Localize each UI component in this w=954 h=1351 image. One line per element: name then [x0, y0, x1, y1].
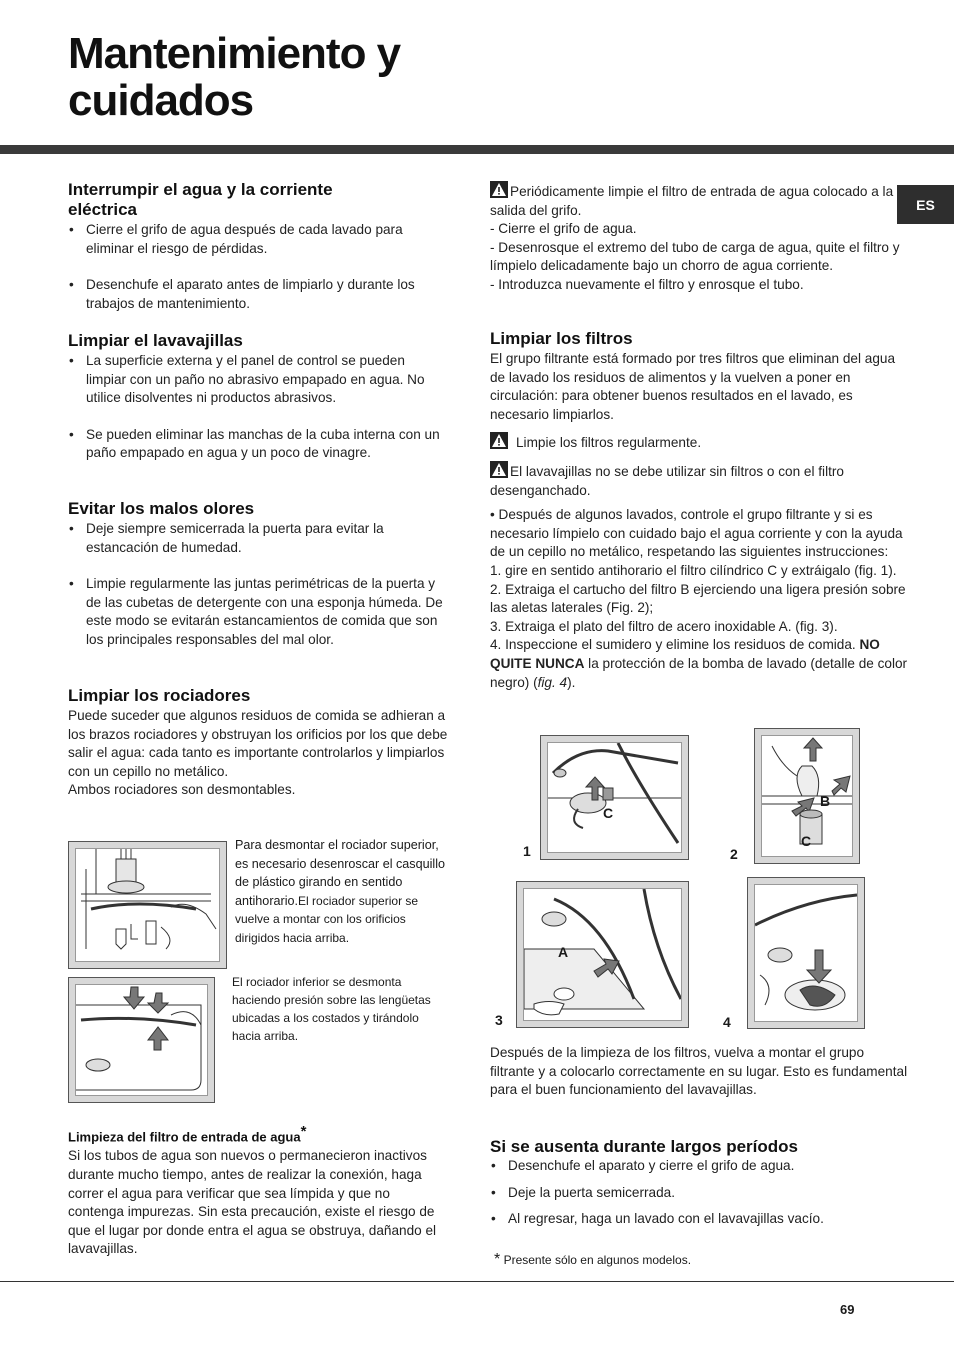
section-limpiar-filtros: Limpiar los filtros El grupo filtrante está formado por tres filtros que eliminan del agua de lavado los residuos de alimentos y la vuelven a poner en circulación: para obtener buenos resultados en el lavado, es necesario limpiarlos. Limpie los filtros regularmente. El lavavajillas no se debe utilizar sin filtros o con el filtro desenganchado. • Después de algunos lavados, controle el grupo filtrante y si es necesario límpielo con cuidado bajo el agua corriente y con la ayuda de un cepillo no metálico, respetando las siguientes instrucciones: 1. gire en sentido antihorario el filtro cilíndrico C y extráigalo (fig. 1). 2. Extraiga el cartucho del filtro B ejerciendo una ligera presión sobre las aletas laterales (Fig. 2); 3. Extraiga el plato del filtro de acero inoxidable A. (fig. 3). 4. Inspeccione el sumidero y elimine los residuos de comida. NO QUITE NUNCA la protección de la bomba de lavado (detalle de color negro) (fig. 4).	[490, 329, 910, 692]
list-item: • Limpie regularmente las juntas perimétricas de la puerta y de las cubetas de detergente con una esponja húmeda. De este modo se evitarán estancamientos de comida que son los principales responsables del mal olor.	[68, 575, 448, 649]
label-a: A	[558, 944, 569, 960]
bullet-list	[490, 1157, 910, 1229]
page-number: 69	[840, 1302, 855, 1317]
section-heading: Interrumpir el agua y la corriente eléctrica	[68, 180, 333, 219]
warning-paragraph: El lavavajillas no se debe utilizar sin filtros o con el filtro desenganchado.	[490, 461, 910, 500]
figure-number: 4	[723, 1014, 731, 1030]
list-item: • Al regresar, haga un lavado con el lavavajillas vacío.	[490, 1210, 910, 1229]
warning-paragraph: Periódicamente limpie el filtro de entrada de agua colocado a la salida del grifo.	[490, 181, 910, 220]
upper-sprayer-drawing	[76, 849, 219, 961]
section-limpiar-lavavajillas	[68, 331, 448, 463]
warning-icon	[490, 461, 508, 478]
warning-icon	[490, 181, 508, 198]
figure-number: 1	[523, 843, 531, 859]
section-heading: Si se ausenta durante largos períodos	[490, 1137, 798, 1156]
rociadores-body: Puede suceder que algunos residuos de comida se adhieran a los brazos rociadores y obstruyan los orificios por los que debe salir el agua: cada tanto es importante controlarlos y limpiarlos con un cepillo no metálico.	[68, 708, 448, 779]
lower-sprayer-caption: El rociador inferior se desmonta haciendo presión sobre las lengüetas ubicadas a los costados y tirándolo hacia arriba.	[232, 975, 431, 1043]
filter-figure-3	[516, 881, 689, 1028]
bullet-list	[68, 352, 448, 463]
section-heading: Evitar los malos olores	[68, 499, 255, 518]
label-c: C	[603, 805, 614, 821]
header-rule	[0, 145, 954, 154]
section-intro-filtro: Periódicamente limpie el filtro de entrada de agua colocado a la salida del grifo. - Cierre el grifo de agua. - Desenrosque el extremo del tubo de carga de agua, quite el filtro y límpielo delicadamente bajo un chorro de agua corriente. - Introduzca nuevamente el filtro y enrosque el tubo.	[490, 181, 910, 295]
bullet-list	[68, 221, 448, 313]
rociadores-body-2: Ambos rociadores son desmontables.	[68, 782, 296, 798]
lower-sprayer-drawing	[76, 985, 207, 1095]
filter-figure-4	[747, 877, 865, 1029]
list-item: • Deje la puerta semicerrada.	[490, 1184, 910, 1203]
filter-figure-1	[540, 735, 689, 860]
warning-paragraph: Limpie los filtros regularmente.	[490, 432, 910, 453]
section-malos-olores	[68, 499, 448, 650]
list-item: • Desenchufe el aparato antes de limpiarlo y durante los trabajos de mantenimiento.	[68, 276, 448, 313]
section-heading: Limpiar el lavavajillas	[68, 331, 243, 350]
label-b: B	[820, 793, 831, 809]
bullet-list	[68, 520, 448, 650]
section-rociadores	[68, 686, 448, 800]
upper-sprayer-caption: Para desmontar el rociador superior, es necesario desenroscar el casquillo de plástico girando en sentido antihorario.El rociador superior se vuelve a montar con los orificios dirigidos hacia arriba.	[235, 838, 446, 945]
section-interrumpir	[68, 180, 448, 313]
upper-sprayer-illustration	[68, 841, 227, 969]
filtro-entrada-body: Si los tubos de agua son nuevos o permanecieron inactivos durante mucho tiempo, antes de realizar la conexión, haga correr el agua para verificar que sea límpida y que no contenga impurezas. Sin esta precaución, existe el riesgo de que el lugar por donde entra el agua se obstruya, dañando el lavavajillas.	[68, 1148, 437, 1257]
section-filtro-entrada	[68, 1122, 448, 1259]
figure-number: 3	[495, 1012, 503, 1028]
section-ausencia	[490, 1137, 910, 1229]
warning-icon	[490, 432, 508, 449]
section-heading: Limpiar los rociadores	[68, 686, 251, 705]
footnote: * Presente sólo en algunos modelos.	[494, 1251, 692, 1268]
after-cleaning-paragraph: Después de la limpieza de los filtros, vuelva a montar el grupo filtrante y a colocarlo correctamente en su lugar. Esto es fundamental para el buen funcionamiento del lavavajillas.	[490, 1045, 908, 1098]
list-item: • Cierre el grifo de agua después de cada lavado para eliminar el riesgo de pérdidas.	[68, 221, 448, 258]
step-4: 4. Inspeccione el sumidero y elimine los residuos de comida. NO QUITE NUNCA la protección de la bomba de lavado (detalle de color negro) (fig. 4).	[490, 637, 908, 690]
list-item: • Desenchufe el aparato y cierre el grifo de agua.	[490, 1157, 910, 1176]
section-heading: Limpiar los filtros	[490, 329, 633, 348]
language-tab: ES	[897, 185, 954, 224]
list-item: • La superficie externa y el panel de control se pueden limpiar con un paño no abrasivo empapado en agua. No utilice disolventes ni productos abrasivos.	[68, 352, 448, 408]
figure-number: 2	[730, 846, 738, 862]
section-heading: Limpieza del filtro de entrada de agua*	[68, 1123, 307, 1145]
list-item: • Deje siempre semicerrada la puerta para evitar la estancación de humedad.	[68, 520, 448, 557]
label-c: C	[801, 833, 812, 849]
list-item: • Se pueden eliminar las manchas de la cuba interna con un paño empapado en agua y un poco de vinagre.	[68, 426, 448, 463]
lower-sprayer-illustration	[68, 977, 215, 1103]
page-title: Mantenimiento y cuidados	[68, 29, 401, 125]
footer-rule	[0, 1281, 954, 1282]
